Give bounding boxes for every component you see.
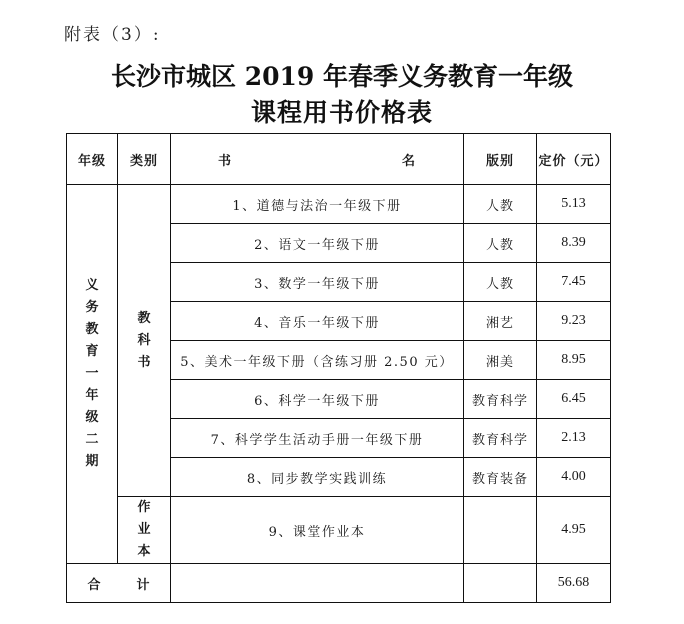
- book-name: 1、道德与法治一年级下册: [171, 185, 464, 224]
- price: 8.95: [537, 341, 611, 380]
- book-name: 7、科学学生活动手册一年级下册: [171, 419, 464, 458]
- total-value: 56.68: [537, 564, 611, 603]
- category-textbook-cell: [118, 185, 171, 497]
- grade-char: 教: [85, 322, 99, 337]
- publisher: 人教: [464, 263, 537, 302]
- document-title-line2: 课程用书价格表: [250, 98, 433, 127]
- book-name: 9、课堂作业本: [171, 497, 464, 564]
- publisher: 教育科学: [464, 380, 537, 419]
- price: 6.45: [537, 380, 611, 419]
- grade-char: 二: [85, 432, 99, 447]
- category-char: 业: [137, 522, 151, 537]
- total-label-part1: 合: [87, 577, 101, 593]
- header-category: 类别: [118, 134, 171, 185]
- publisher: 湘艺: [464, 302, 537, 341]
- grade-char: 务: [85, 300, 99, 315]
- grade-char: 级: [85, 410, 99, 425]
- appendix-label: 附表（3）:: [64, 25, 161, 45]
- header-row: [67, 134, 611, 185]
- price: 5.13: [537, 185, 611, 224]
- total-label: [67, 564, 171, 603]
- publisher: [464, 497, 537, 564]
- book-name: 2、语文一年级下册: [171, 224, 464, 263]
- grade-char: 年: [85, 388, 99, 403]
- header-book-name-part2: 名: [402, 153, 417, 169]
- table-row: [67, 497, 611, 564]
- book-name: 8、同步教学实践训练: [171, 458, 464, 497]
- book-name: 5、美术一年级下册（含练习册 2.50 元）: [171, 341, 464, 380]
- price: 8.39: [537, 224, 611, 263]
- document-title-line1: 长沙市城区 2019 年春季义务教育一年级: [111, 62, 573, 91]
- category-char: 教: [137, 310, 151, 326]
- price: 4.95: [537, 497, 611, 564]
- header-book-name-part1: 书: [217, 153, 232, 169]
- book-name: 6、科学一年级下册: [171, 380, 464, 419]
- category-char: 作: [137, 500, 151, 515]
- category-char: 本: [137, 544, 151, 559]
- price: 2.13: [537, 419, 611, 458]
- price-table: [66, 133, 611, 603]
- price: 4.00: [537, 458, 611, 497]
- grade-char: 期: [85, 454, 99, 469]
- category-char: 科: [137, 332, 151, 348]
- total-empty-name: [171, 564, 464, 603]
- book-name: 3、数学一年级下册: [171, 263, 464, 302]
- grade-char: 育: [85, 344, 99, 359]
- header-price: 定价（元）: [537, 134, 611, 185]
- total-row: [67, 564, 611, 603]
- publisher: 教育科学: [464, 419, 537, 458]
- price: 9.23: [537, 302, 611, 341]
- publisher: 教育装备: [464, 458, 537, 497]
- price: 7.45: [537, 263, 611, 302]
- header-grade: 年级: [67, 134, 118, 185]
- publisher: 湘美: [464, 341, 537, 380]
- category-workbook-cell: [118, 497, 171, 564]
- grade-cell: [67, 185, 118, 564]
- book-name: 4、音乐一年级下册: [171, 302, 464, 341]
- category-char: 书: [137, 354, 151, 370]
- publisher: 人教: [464, 185, 537, 224]
- grade-char: 一: [85, 366, 99, 381]
- header-publisher: 版别: [464, 134, 537, 185]
- total-empty-publisher: [464, 564, 537, 603]
- table-row: [67, 185, 611, 224]
- total-label-part2: 计: [136, 577, 150, 593]
- grade-char: 义: [85, 278, 99, 293]
- publisher: 人教: [464, 224, 537, 263]
- header-book-name: [171, 134, 464, 185]
